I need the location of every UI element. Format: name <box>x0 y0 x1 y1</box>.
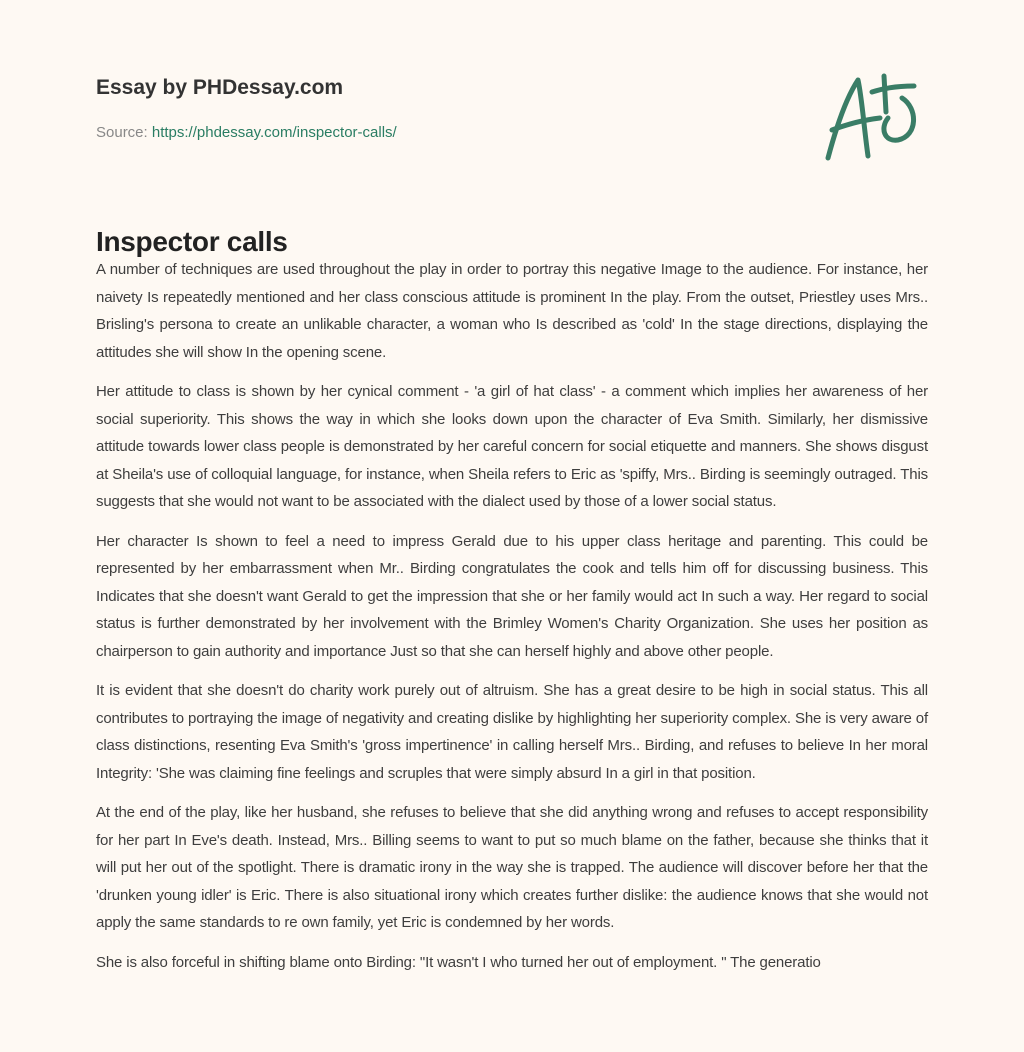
paragraph: Her character Is shown to feel a need to impress Gerald due to his upper class heritage and parenting. This could be represented by her embarrassment when Mr.. Birding congratulates the cook and tells him off for discussing business. This Indicates that she doesn't want Gerald to get the impression that she or her family would act In such a way. Her regard to social status is further demonstrated by her involvement with the Brimley Women's Charity Organization. She uses her position as chairperson to gain authority and importance Just so that she can herself highly and above other people. <box>96 532 928 660</box>
paragraph: At the end of the play, like her husband, she refuses to believe that she did anything wrong and refuses to accept responsibility for her part In Eve's death. Instead, Mrs.. Billing seems to want to put so much blame on the father, because she thinks that it will put her out of the spotlight. There is dramatic irony in the way she is trapped. The audience will discover before her that the 'drunken young idler' is Eric. There is also situational irony which creates further dislike: the audience knows that she would not apply the same standards to re own family, yet Eric is condemned by her words. <box>96 804 928 931</box>
source-link[interactable]: https://phdessay.com/inspector-calls/ <box>151 124 397 141</box>
source-line <box>96 124 397 141</box>
a-plus-logo-icon <box>818 68 930 164</box>
paragraph: She is also forceful in shifting blame onto Birding: "It wasn't I who turned her out of employment. " The generatio <box>96 953 821 971</box>
paragraph: A number of techniques are used throughout the play in order to portray this negative Image to the audience. For instance, her naivety Is repeatedly mentioned and her class conscious attitude is prominent In the play. From the outset, Priestley uses Mrs.. Brisling's persona to create an unlikable character, a woman who Is described as 'cold' In the stage directions, displaying the attitudes she will show In the opening scene. <box>96 261 928 361</box>
paragraph: It is evident that she doesn't do charity work purely out of altruism. She has a great desire to be high in social status. This all contributes to portraying the image of negativity and creating dislike by highlighting her superiority complex. She is very aware of class distinctions, resenting Eva Smith's 'gross impertinence' in calling herself Mrs.. Birding, and refuses to believe In her moral Integrity: 'She was claiming fine feelings and scruples that were simply absurd In a girl in that position. <box>96 682 928 782</box>
essay-title: Inspector calls <box>96 226 288 257</box>
essay-body <box>96 256 928 988</box>
paragraph: Her attitude to class is shown by her cynical comment - 'a girl of hat class' - a comment which implies her awareness of her social superiority. This shows the way in which she looks down upon the character of Eva Smith. Similarly, her dismissive attitude towards lower class people is demonstrated by her careful concern for social etiquette and manners. She shows disgust at Sheila's use of colloquial language, for instance, when Sheila refers to Eric as 'spiffy, Mrs.. Birding is seemingly outraged. This suggests that she would not want to be associated with the dialect used by those of a lower social status. <box>96 383 928 510</box>
source-label: Source: <box>96 124 148 141</box>
site-brand: Essay by PHDessay.com <box>96 76 344 99</box>
